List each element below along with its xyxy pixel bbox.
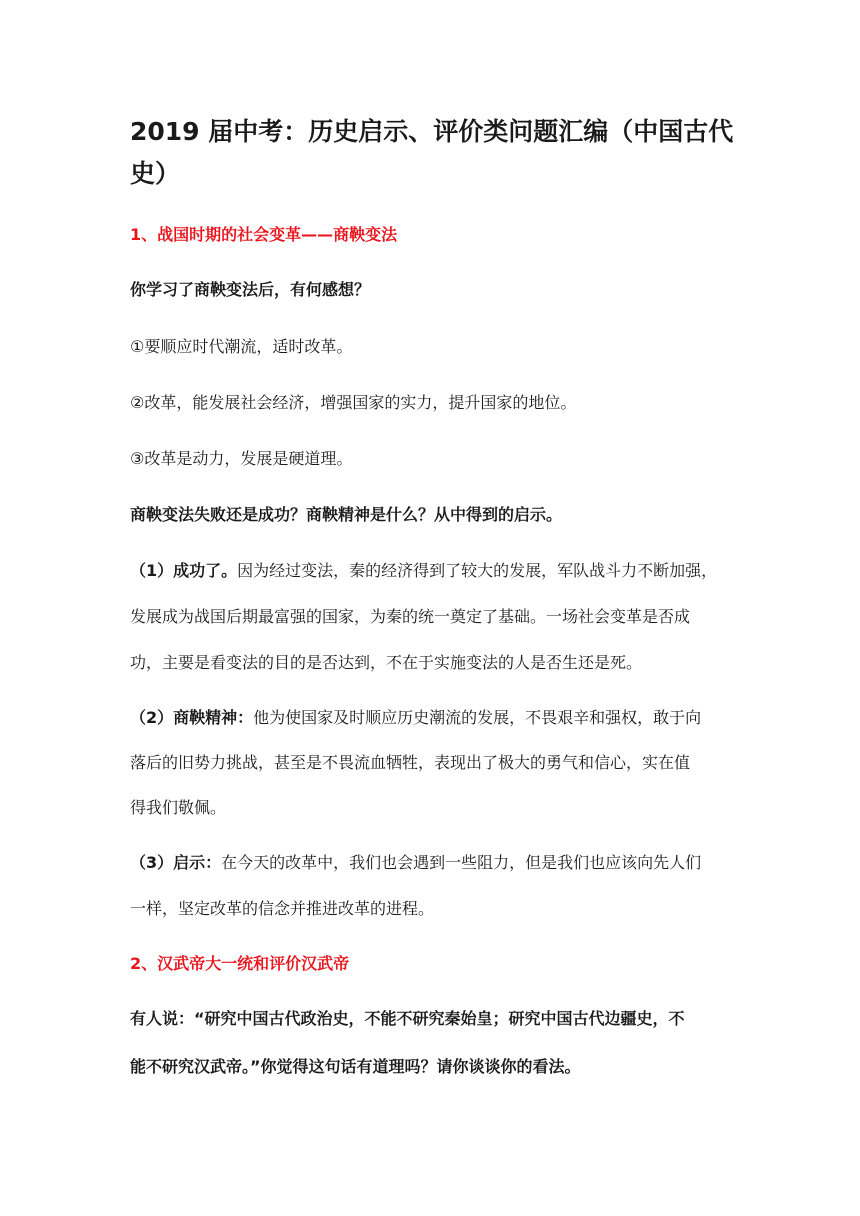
answer-1-line-1 — [130, 558, 717, 581]
document-title-line-1: 2019 届中考：历史启示、评价类问题汇编（中国古代 — [130, 117, 734, 146]
answer-3-lead: （3）启示： — [130, 853, 222, 872]
question-3-line-1: 有人说：“研究中国古代政治史，不能不研究秦始皇；研究中国古代边疆史，不 — [130, 1009, 685, 1028]
answer-2-line-2: 落后的旧势力挑战，甚至是不畏流血牺牲，表现出了极大的勇气和信心，实在值 — [130, 753, 691, 772]
point-1: ①要顺应时代潮流，适时改革。 — [130, 337, 353, 356]
answer-1-line-3: 功，主要是看变法的目的是否达到，不在于实施变法的人是否生还是死。 — [130, 653, 643, 672]
point-3: ③改革是动力，发展是硬道理。 — [130, 449, 353, 468]
answer-2-text: 他为使国家及时顺应历史潮流的发展，不畏艰辛和强权，敢于向 — [253, 708, 702, 727]
answer-1-lead: （1）成功了。 — [130, 561, 238, 580]
answer-3-line-2: 一样，坚定改革的信念并推进改革的进程。 — [130, 899, 435, 918]
question-3-line-2: 能不研究汉武帝。”你觉得这句话有道理吗？请你谈谈你的看法。 — [130, 1057, 581, 1076]
question-2: 商鞅变法失败还是成功？商鞅精神是什么？从中得到的启示。 — [130, 505, 563, 524]
answer-2-line-3: 得我们敬佩。 — [130, 798, 227, 817]
section-2-heading: 2、汉武帝大一统和评价汉武帝 — [130, 954, 350, 973]
section-1-heading: 1、战国时期的社会变革——商鞅变法 — [130, 225, 398, 244]
question-1: 你学习了商鞅变法后，有何感想？ — [130, 280, 371, 299]
answer-3-text: 在今天的改革中，我们也会遇到一些阻力，但是我们也应该向先人们 — [221, 853, 702, 872]
point-2: ②改革，能发展社会经济，增强国家的实力，提升国家的地位。 — [130, 393, 577, 412]
answer-3-line-1 — [130, 850, 701, 873]
answer-2-lead: （2）商鞅精神： — [130, 708, 254, 727]
document-title-line-2: 史） — [130, 159, 181, 188]
answer-1-text: 因为经过变法，秦的经济得到了较大的发展，军队战斗力不断加强， — [237, 561, 718, 580]
answer-2-line-1 — [130, 705, 701, 728]
answer-1-line-2: 发展成为战国后期最富强的国家，为秦的统一奠定了基础。一场社会变革是否成 — [130, 607, 691, 626]
